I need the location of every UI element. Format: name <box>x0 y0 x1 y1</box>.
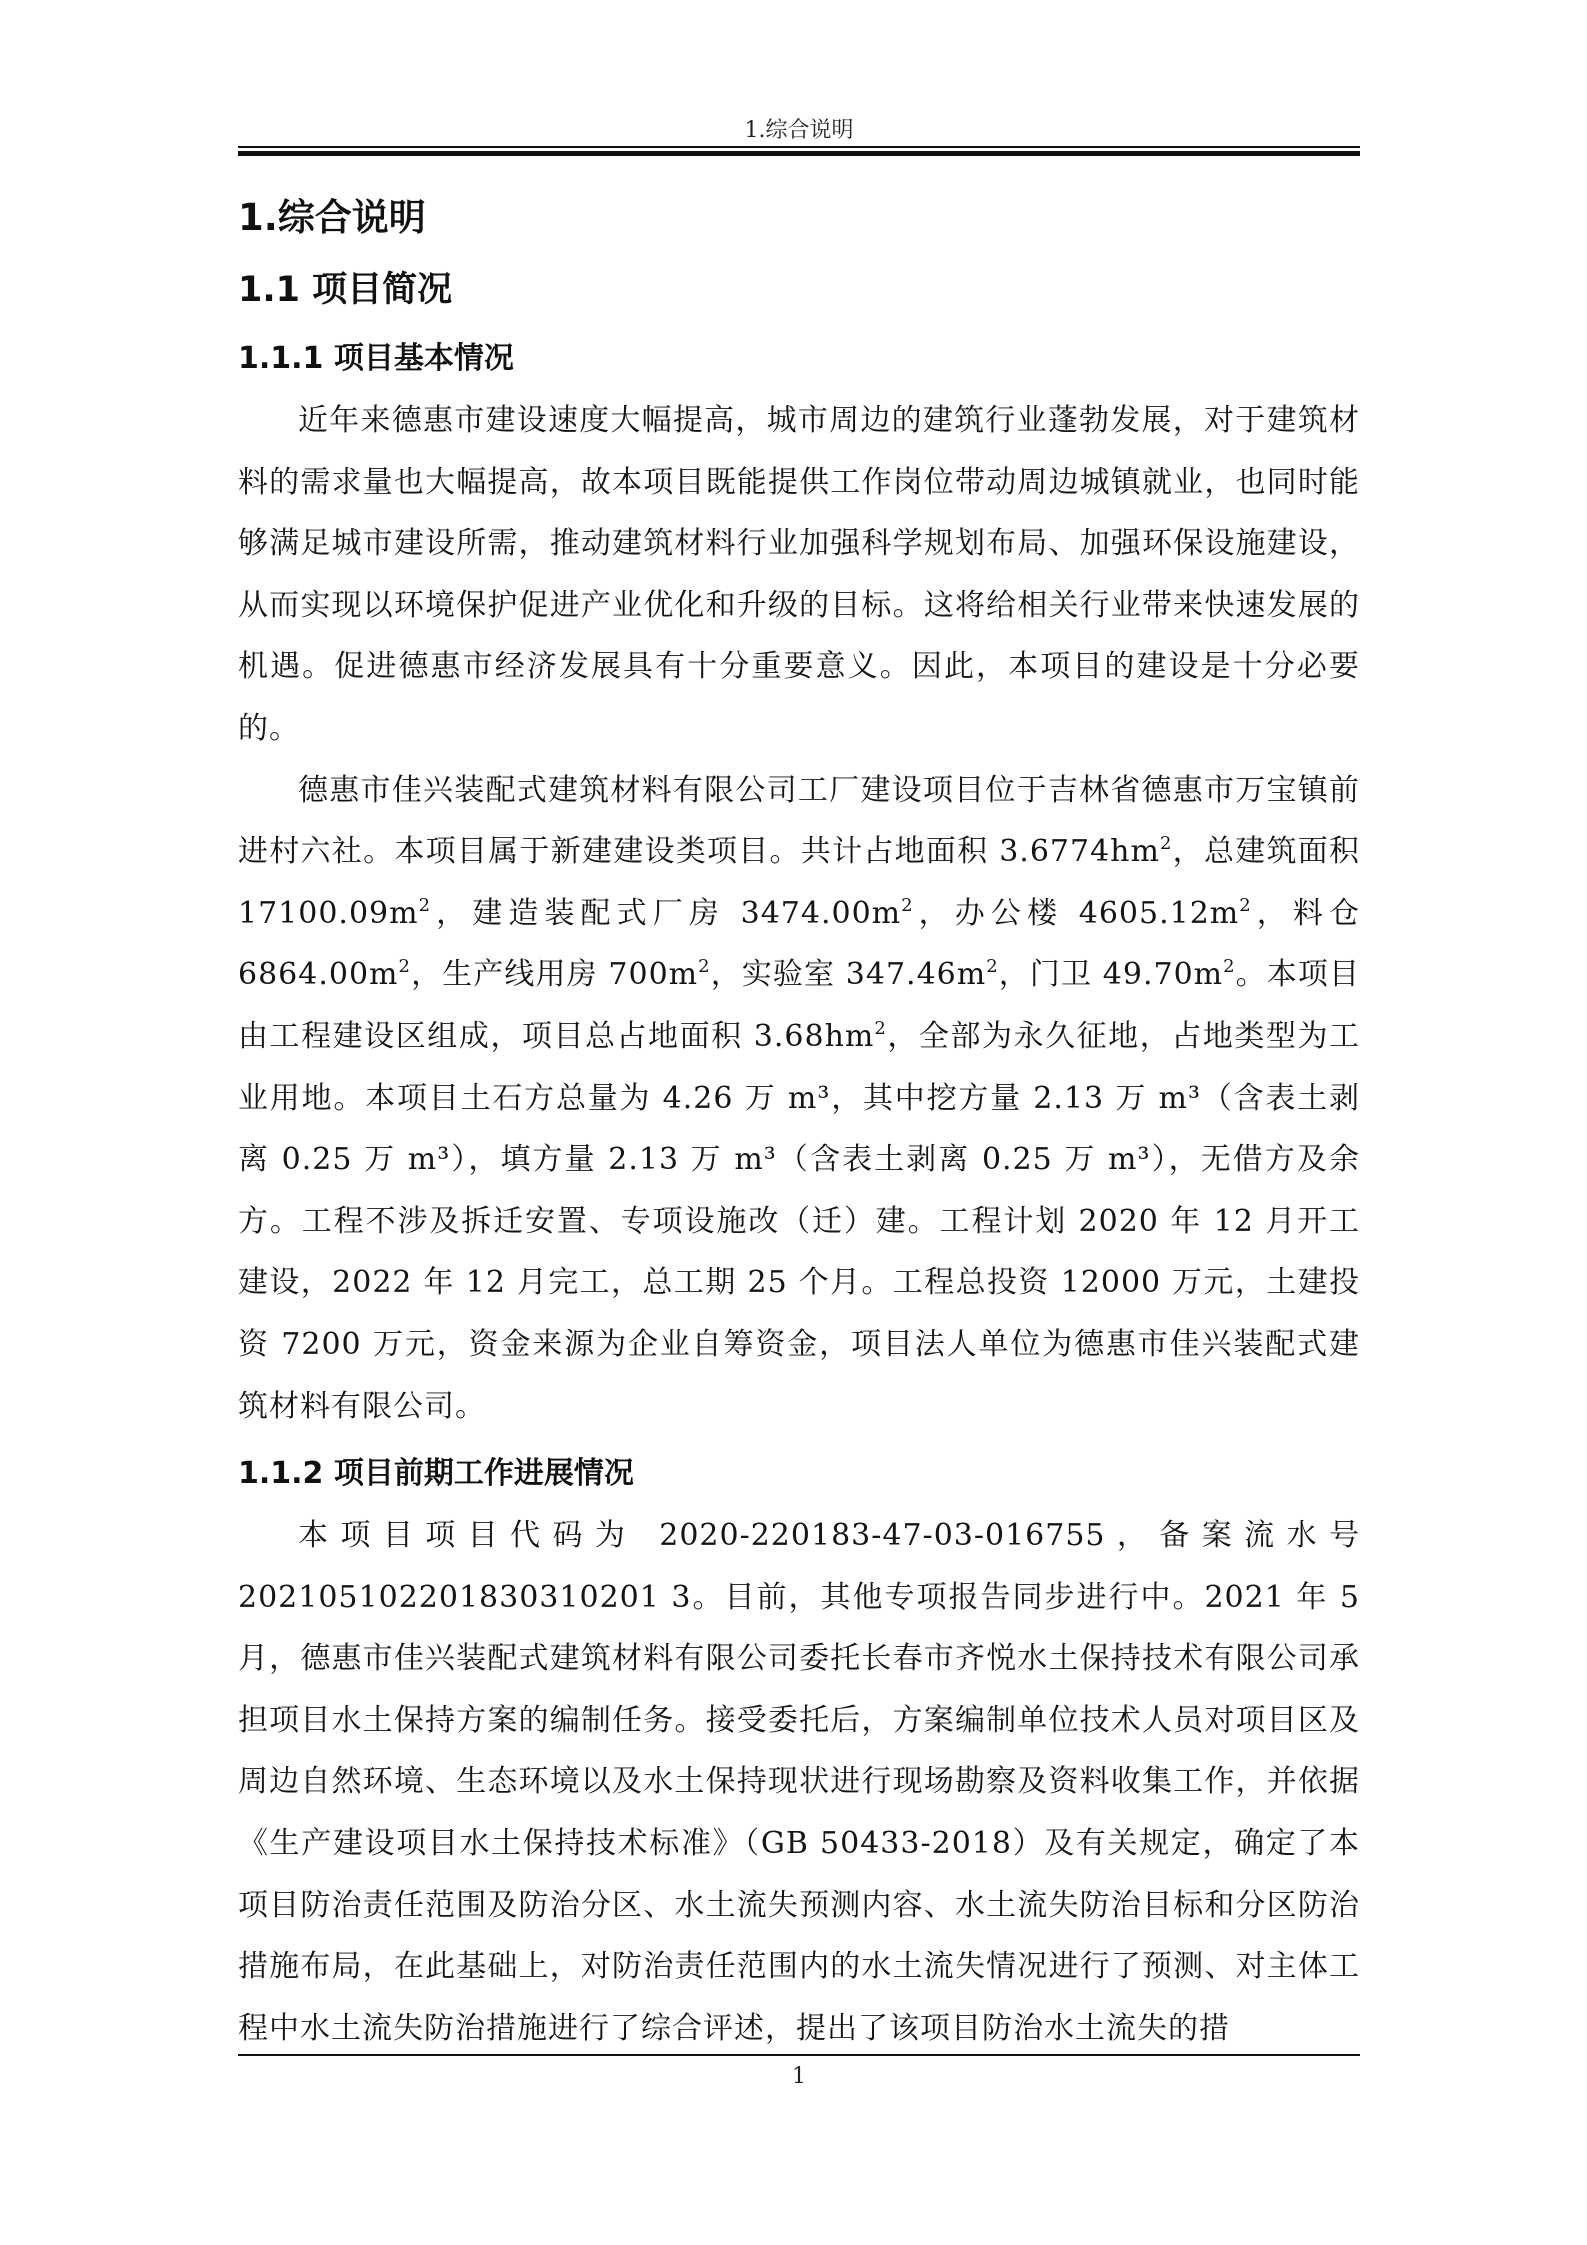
footer-rule <box>238 2054 1360 2056</box>
superscript: 2 <box>986 956 999 978</box>
section-title: 1.1 项目简况 <box>238 270 453 310</box>
text-run: ，生产线用房 700m <box>410 957 699 993</box>
superscript: 2 <box>698 956 711 978</box>
superscript: 2 <box>901 894 914 916</box>
superscript: 2 <box>398 956 411 978</box>
superscript: 2 <box>1239 894 1252 916</box>
page-number: 1 <box>792 2064 806 2089</box>
text-run: ，门卫 49.70m <box>998 957 1224 993</box>
paragraph-preliminary-work: 本项目项目代码为 2020-220183-47-03-016755，备案流水号 202105102201830310201 3。目前，其他专项报告同步进行中。2021 年 5 月，德惠市佳兴装配式建筑材料有限公司委托长春市齐悦水土保持技术有限公司承担项目水土保持方案的编制任务。接受委托后，方案编制单位技术人员对项目区及周边自然环境、生态环境以及水土保持现状进行现场勘察及资料收集工作，并依据《生产建设项目水土保持技术标准》（GB 50433-2018）及有关规定，确定了本项目防治责任范围及防治分区、水土流失预测内容、水土流失防治目标和分区防治措施布局，在此基础上，对防治责任范围内的水土流失情况进行了预测、对主体工程中水土流失防治措施进行了综合评述，提出了该项目防治水土流失的措 <box>238 1518 1360 2046</box>
chapter-title: 1.综合说明 <box>238 196 426 239</box>
running-header: 1.综合说明 <box>744 118 854 143</box>
text-run: 德惠市佳兴装配式建筑材料有限公司工厂建设项目位于吉林省德惠市万宝镇前进村六社。本项目属于新建建设类项目。共计占地面积 3.6774hm <box>238 772 1360 870</box>
superscript: 2 <box>1159 833 1173 855</box>
page-body <box>238 186 1360 2059</box>
subsection-title-preliminary-work: 1.1.2 项目前期工作进展情况 <box>238 1456 634 1492</box>
text-run: ，实验室 347.46m <box>710 957 987 993</box>
paragraph-project-overview <box>238 760 1360 1438</box>
text-run: ，办公楼 4605.12m <box>913 895 1240 931</box>
superscript: 2 <box>1223 956 1236 978</box>
superscript: 2 <box>418 894 432 916</box>
text-run: ，总建筑面积 17100.09m <box>238 834 1361 931</box>
header-rule-thick <box>238 151 1360 156</box>
text-run: ，全部为永久征地，占地类型为工业用地。本项目土石方总量为 4.26 万 m³，其中挖方量 2.13 万 m³（含表土剥离 0.25 万 m³），填方量 2.13 万 m³（含表土剥离 0.25 万 m³），无借方及余方。工程不涉及拆迁安置、专项设施改（迁）建。工程计划 2020 年 12 月开工建设，2022 年 12 月完工，总工期 25 个月。工程总投资 12000 万元，土建投资 7200 万元，资金来源为企业自筹资金，项目法人单位为德惠市佳兴装配式建筑材料有限公司。 <box>238 1018 1361 1424</box>
superscript: 2 <box>874 1017 887 1039</box>
subsection-title-basic-info: 1.1.1 项目基本情况 <box>238 341 514 376</box>
text-run: ，建造装配式厂房 3474.00m <box>431 895 902 931</box>
text-run: ，料仓 6864.00m <box>238 895 1361 993</box>
paragraph-background: 近年来德惠市建设速度大幅提高，城市周边的建筑行业蓬勃发展，对于建筑材料的需求量也大幅提高，故本项目既能提供工作岗位带动周边城镇就业，也同时能够满足城市建设所需，推动建筑材料行业加强科学规划布局、加强环保设施建设，从而实现以环境保护促进产业优化和升级的目标。这将给相关行业带来快速发展的机遇。促进德惠市经济发展具有十分重要意义。因此，本项目的建设是十分必要的。 <box>238 403 1360 746</box>
header-rule-thin <box>238 146 1360 148</box>
text-run: 。本项目由工程建设区组成，项目总占地面积 3.68hm <box>238 957 1361 1054</box>
